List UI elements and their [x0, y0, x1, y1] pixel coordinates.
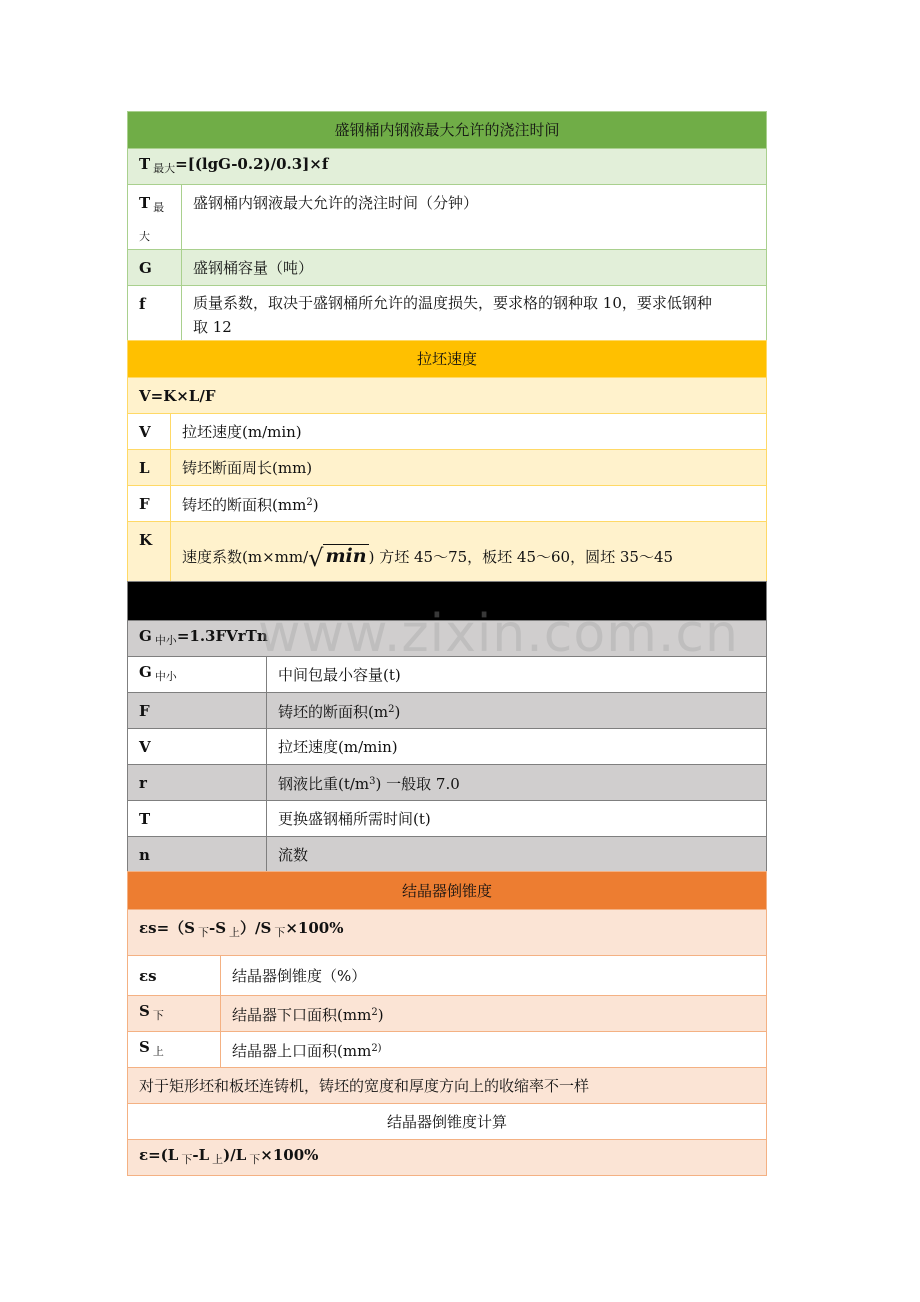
description-cell: 铸坯断面周长(mm): [171, 450, 767, 486]
formula: G $_{中小}$=1.3FVrTn: [128, 621, 767, 657]
description-cell: 结晶器倒锥度（%）: [221, 956, 767, 996]
description-cell: 铸坯的断面积$(m^2)$: [267, 693, 767, 729]
symbol-cell: F: [128, 693, 267, 729]
formula: εs=（S $_下$-S $_上$）/S $_下$×100%: [128, 910, 767, 956]
symbol-cell: L: [128, 450, 171, 486]
section-title: 结晶器倒锥度: [128, 872, 767, 910]
description-cell: 中间包最小容量(t): [267, 657, 767, 693]
symbol-cell: S $_上$: [128, 1032, 221, 1068]
watermark: www.zixin.com.cn: [258, 604, 739, 664]
symbol-cell: T $_{最大}$: [128, 185, 182, 250]
symbol-cell: r: [128, 765, 267, 801]
tundish-capacity-table: [127, 581, 767, 873]
symbol-cell: V: [128, 414, 171, 450]
description-cell: 盛钢桶容量（吨）: [182, 250, 767, 286]
description-cell: 速度系数(m×mm/√ min ) 方坯 45～75，板坯 45～60，圆坯 35～45: [171, 522, 767, 582]
symbol-cell: S $_下$: [128, 996, 221, 1032]
description-cell: 拉坯速度(m/min): [171, 414, 767, 450]
formula: T $_{最大}$=[(lgG-0.2)/0.3]×f: [128, 149, 767, 185]
casting-speed-table: [127, 340, 767, 582]
symbol-cell: T: [128, 801, 267, 837]
description-cell: 拉坯速度(m/min): [267, 729, 767, 765]
note: 对于矩形坯和板坯连铸机，铸坯的宽度和厚度方向上的收缩率不一样: [128, 1068, 767, 1104]
description-cell: 盛钢桶内钢液最大允许的浇注时间（分钟）: [182, 185, 767, 250]
square-root-symbol: √ min: [308, 543, 367, 572]
section-title: 盛钢桶内钢液最大允许的浇注时间: [128, 112, 767, 149]
section-title: 拉坯速度: [128, 341, 767, 378]
description-cell: 更换盛钢桶所需时间(t): [267, 801, 767, 837]
symbol-cell: f: [128, 286, 182, 344]
description-cell: 流数: [267, 837, 767, 873]
subsection-title: 结晶器倒锥度计算: [128, 1104, 767, 1140]
mold-taper-table: [127, 871, 767, 1176]
symbol-cell: K: [128, 522, 171, 582]
symbol-cell: n: [128, 837, 267, 873]
description-cell: 结晶器下口面积$(mm^2)$: [221, 996, 767, 1032]
formula: V=K×L/F: [128, 378, 767, 414]
symbol-cell: G: [128, 250, 182, 286]
symbol-cell: V: [128, 729, 267, 765]
pouring-time-table: [127, 111, 767, 344]
description-cell: 结晶器上口面积($mm^{2)}$: [221, 1032, 767, 1068]
symbol-cell: F: [128, 486, 171, 522]
section-title: [128, 582, 767, 621]
description-cell: 铸坯的断面积$(mm^2)$: [171, 486, 767, 522]
symbol-cell: εs: [128, 956, 221, 996]
description-cell: 钢液比重$(t/m^3)$ 一般取 7.0: [267, 765, 767, 801]
formula: ε=(L $_下$-L $_上$)/L $_下$×100%: [128, 1140, 767, 1176]
symbol-cell: G $_{中小}$: [128, 657, 267, 693]
description-cell: 质量系数，取决于盛钢桶所允许的温度损失，要求格的钢种取 10，要求低钢种 取 12: [182, 286, 767, 344]
